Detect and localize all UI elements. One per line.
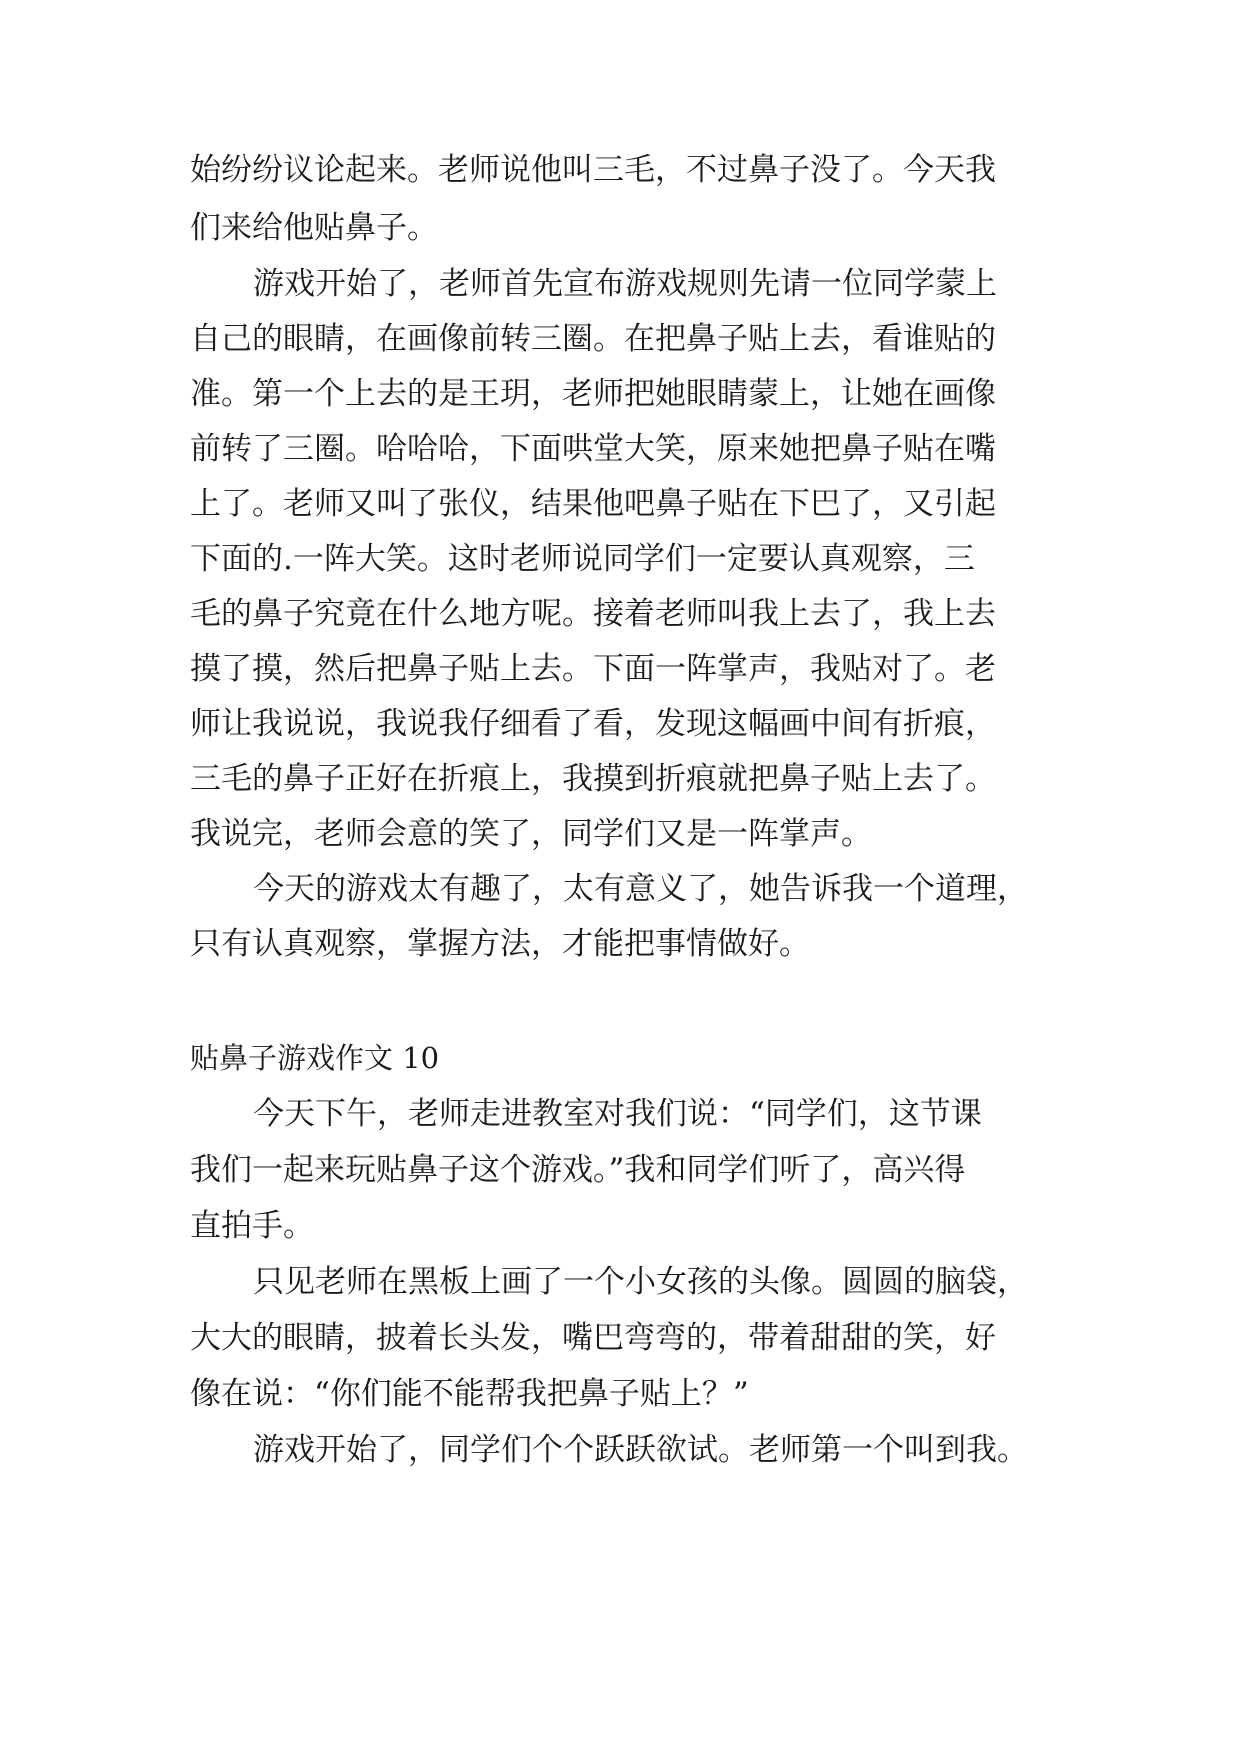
- paragraph-line: 直拍手。: [190, 1208, 314, 1244]
- paragraph-line: 我们一起来玩贴鼻子这个游戏。”我和同学们听了，高兴得: [190, 1152, 966, 1188]
- paragraph-line: 三毛的鼻子正好在折痕上，我摸到折痕就把鼻子贴上去了。: [190, 761, 996, 797]
- paragraph-line: 我说完，老师会意的笑了，同学们又是一阵掌声。: [190, 816, 872, 852]
- paragraph-line: 今天下午，老师走进教室对我们说：“同学们，这节课: [253, 1096, 982, 1132]
- paragraph-line: 摸了摸，然后把鼻子贴上去。下面一阵掌声，我贴对了。老: [190, 651, 996, 687]
- paragraph-line: 前转了三圈。哈哈哈，下面哄堂大笑，原来她把鼻子贴在嘴: [190, 431, 996, 467]
- paragraph-line: 游戏开始了，同学们个个跃跃欲试。老师第一个叫到我。: [253, 1432, 1028, 1468]
- paragraph-line: 下面的.一阵大笑。这时老师说同学们一定要认真观察，三: [190, 541, 975, 577]
- paragraph-line: 像在说：“你们能不能帮我把鼻子贴上？”: [190, 1376, 749, 1412]
- paragraph-line: 毛的鼻子究竟在什么地方呢。接着老师叫我上去了，我上去: [190, 596, 996, 632]
- paragraph-line: 大大的眼睛，披着长头发，嘴巴弯弯的，带着甜甜的笑，好: [190, 1320, 996, 1356]
- paragraph-line: 准。第一个上去的是王玥，老师把她眼睛蒙上，让她在画像: [190, 376, 996, 412]
- paragraph-line: 今天的游戏太有趣了，太有意义了，她告诉我一个道理，: [253, 871, 1028, 907]
- paragraph-line: 只有认真观察，掌握方法，才能把事情做好。: [190, 926, 810, 962]
- paragraph-line: 游戏开始了，老师首先宣布游戏规则先请一位同学蒙上: [253, 266, 997, 302]
- section-title: 贴鼻子游戏作文 10: [190, 1041, 440, 1075]
- paragraph-line: 们来给他贴鼻子。: [190, 210, 438, 246]
- paragraph-line: 上了。老师又叫了张仪，结果他吧鼻子贴在下巴了，又引起: [190, 486, 996, 522]
- paragraph-line: 师让我说说，我说我仔细看了看，发现这幅画中间有折痕，: [190, 706, 996, 742]
- paragraph-line: 只见老师在黑板上画了一个小女孩的头像。圆圆的脑袋，: [253, 1264, 1028, 1300]
- paragraph-line: 始纷纷议论起来。老师说他叫三毛，不过鼻子没了。今天我: [190, 152, 996, 188]
- paragraph-line: 自己的眼睛，在画像前转三圈。在把鼻子贴上去，看谁贴的: [190, 321, 996, 357]
